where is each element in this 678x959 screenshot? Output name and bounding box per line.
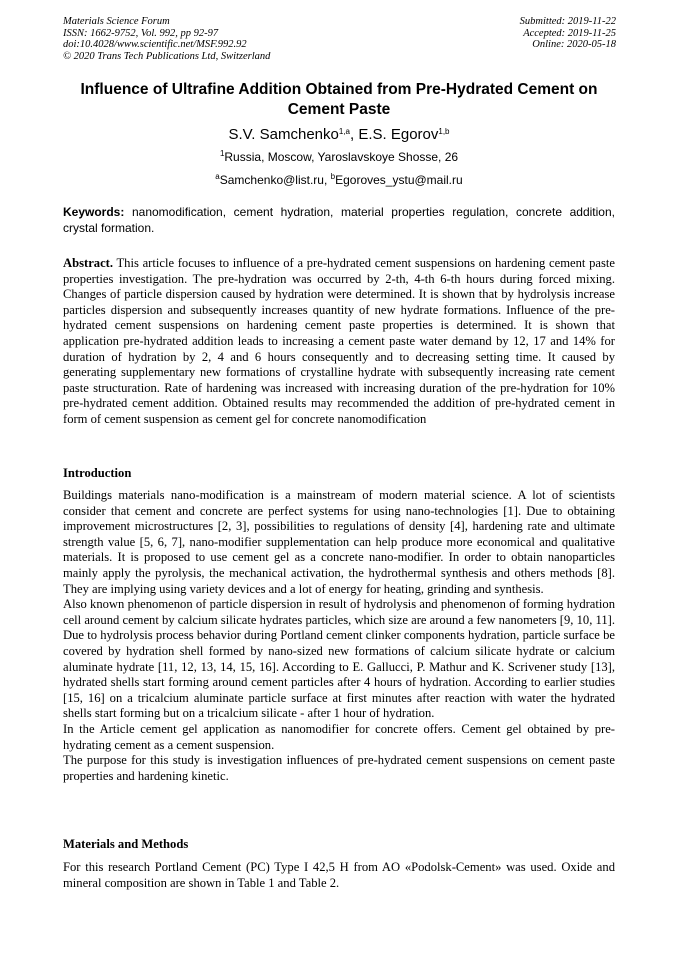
paragraph: For this research Portland Cement (PC) Type I 42,5 H from AO «Podolsk-Cement» was used. Oxide and mineral composition are shown in Table 1 and Table 2.	[63, 860, 615, 890]
journal-info	[63, 16, 270, 62]
online-date: Online: 2020-05-18	[532, 39, 616, 51]
abstract-label: Abstract.	[63, 256, 114, 270]
paper-title: Influence of Ultrafine Addition Obtained from Pre-Hydrated Cement on Cement Paste	[80, 81, 598, 118]
author-emails	[63, 172, 615, 188]
methods-body	[63, 860, 615, 891]
email-mark: b	[330, 172, 336, 181]
affiliation-text: Russia, Moscow, Yaroslavskoye Shosse, 26	[224, 150, 459, 164]
section-heading-methods: Materials and Methods	[63, 837, 189, 851]
affiliation	[63, 149, 615, 165]
author-affiliation-mark: 1,a	[338, 127, 350, 136]
keywords-label: Keywords:	[63, 205, 125, 219]
keywords	[63, 205, 615, 236]
copyright-line: © 2020 Trans Tech Publications Ltd, Switzerland	[63, 50, 271, 62]
author-separator: ,	[349, 126, 359, 143]
paragraph: Also known phenomenon of particle dispersion in result of hydrolysis and phenomenon of forming hydration cell around cement by calcium silicate hydrates particles, which size are around a few nanometers [9, 10, 11]. Due to hydrolysis process behavior during Portland cement clinker components hydration, particle surface be covered by hydration shell formed by nano-sized new formations of calcium silicate hydrate or calcium aluminate hydrate [11, 12, 13, 14, 15, 16]. According to E. Gallucci, P. Mathur and K. Scrivener study [13], hydrated shells start forming around cement particles after 4 hours of hydration. According to earlier studies [15, 16] on a tricalcium aluminate particle surface at first minutes after reaction with water the hydrated shells start forming but on a tricalcium silicate - after 1 hour of hydration.	[63, 597, 615, 721]
author-name: E.S. Egorov	[358, 126, 439, 143]
issn-line: ISSN: 1662-9752, Vol. 992, pp 92-97	[63, 27, 219, 39]
abstract-text: This article focuses to influence of a pre-hydrated cement suspensions on hardening cement paste properties investigation. The pre-hydration was occurred by 2-th, 4-th 6-th hours during forced mixing. Changes of particle dispersion caused by hydration were determined. It is shown that by hydrolysis increase particles dispersion and subsequently increases quantity of new hydrate formations. Influence of the pre-hydrated cement suspensions on hardening cement paste properties is determined. It is shown that application pre-hydrated addition leads to increasing a cement paste water demand by 12, 17 and 14% for duration of hydration by 2, 4 and 6 hours consequently and to decreasing setting time. It caused by generating supplementary new formations of crystalline hydrate with subsequently increasing rate cement paste structuration. Rate of hardening was increased with increasing duration of the pre-hydration for 10% pre-hydrated cement addition. Obtained results may recommended the addition of pre-hydrated cement in form of cement suspension as cement gel for concrete nanomodification	[63, 256, 615, 426]
paragraph: Buildings materials nano-modification is a mainstream of modern material science. A lot of scientists consider that cement and concrete are perfect systems for using nano-technologies [1]. Due to obtaining improvement microstructures [2, 3], possibilities to regulations of density [4], hardening rate and ultimate strength value [5, 6, 7], nano-modifier supplementation can help produce more economical and qualitative materials. It is proposed to use cement gel as a concrete nano-modifier. In order to obtain nanoparticles mainly apply the pyrolysis, the mechanical activation, the hydrothermal synthesis and others methods [8]. They are implying using variety devices and a lot of energy for heating, grinding and synthesis.	[63, 488, 615, 596]
section-heading-introduction: Introduction	[63, 466, 132, 480]
email-mark: a	[215, 172, 220, 181]
author-affiliation-mark: 1,b	[438, 127, 450, 136]
introduction-body	[63, 488, 615, 784]
paragraph: The purpose for this study is investigation influences of pre-hydrated cement suspensions on cement paste properties and hardening kinetic.	[63, 753, 615, 783]
paragraph: In the Article cement gel application as nanomodifier for concrete offers. Cement gel obtained by pre-hydrating cement as a cement suspension.	[63, 721, 615, 752]
submitted-date: Submitted: 2019-11-22	[519, 16, 616, 27]
author-list	[63, 125, 615, 145]
keywords-text: nanomodification, cement hydration, material properties regulation, concrete addition, crystal formation.	[63, 205, 615, 235]
email-link[interactable]: Egoroves_ystu@mail.ru	[335, 173, 463, 187]
journal-name: Materials Science Forum	[63, 16, 170, 27]
email-link[interactable]: Samchenko@list.ru	[219, 173, 324, 187]
author-name: S.V. Samchenko	[228, 126, 339, 143]
submission-dates	[520, 16, 616, 51]
accepted-date: Accepted: 2019-11-25	[523, 27, 616, 39]
abstract	[63, 256, 615, 428]
email-separator: ,	[323, 173, 331, 187]
doi-line: doi:10.4028/www.scientific.net/MSF.992.92	[63, 39, 247, 51]
affiliation-mark: 1	[219, 149, 225, 158]
